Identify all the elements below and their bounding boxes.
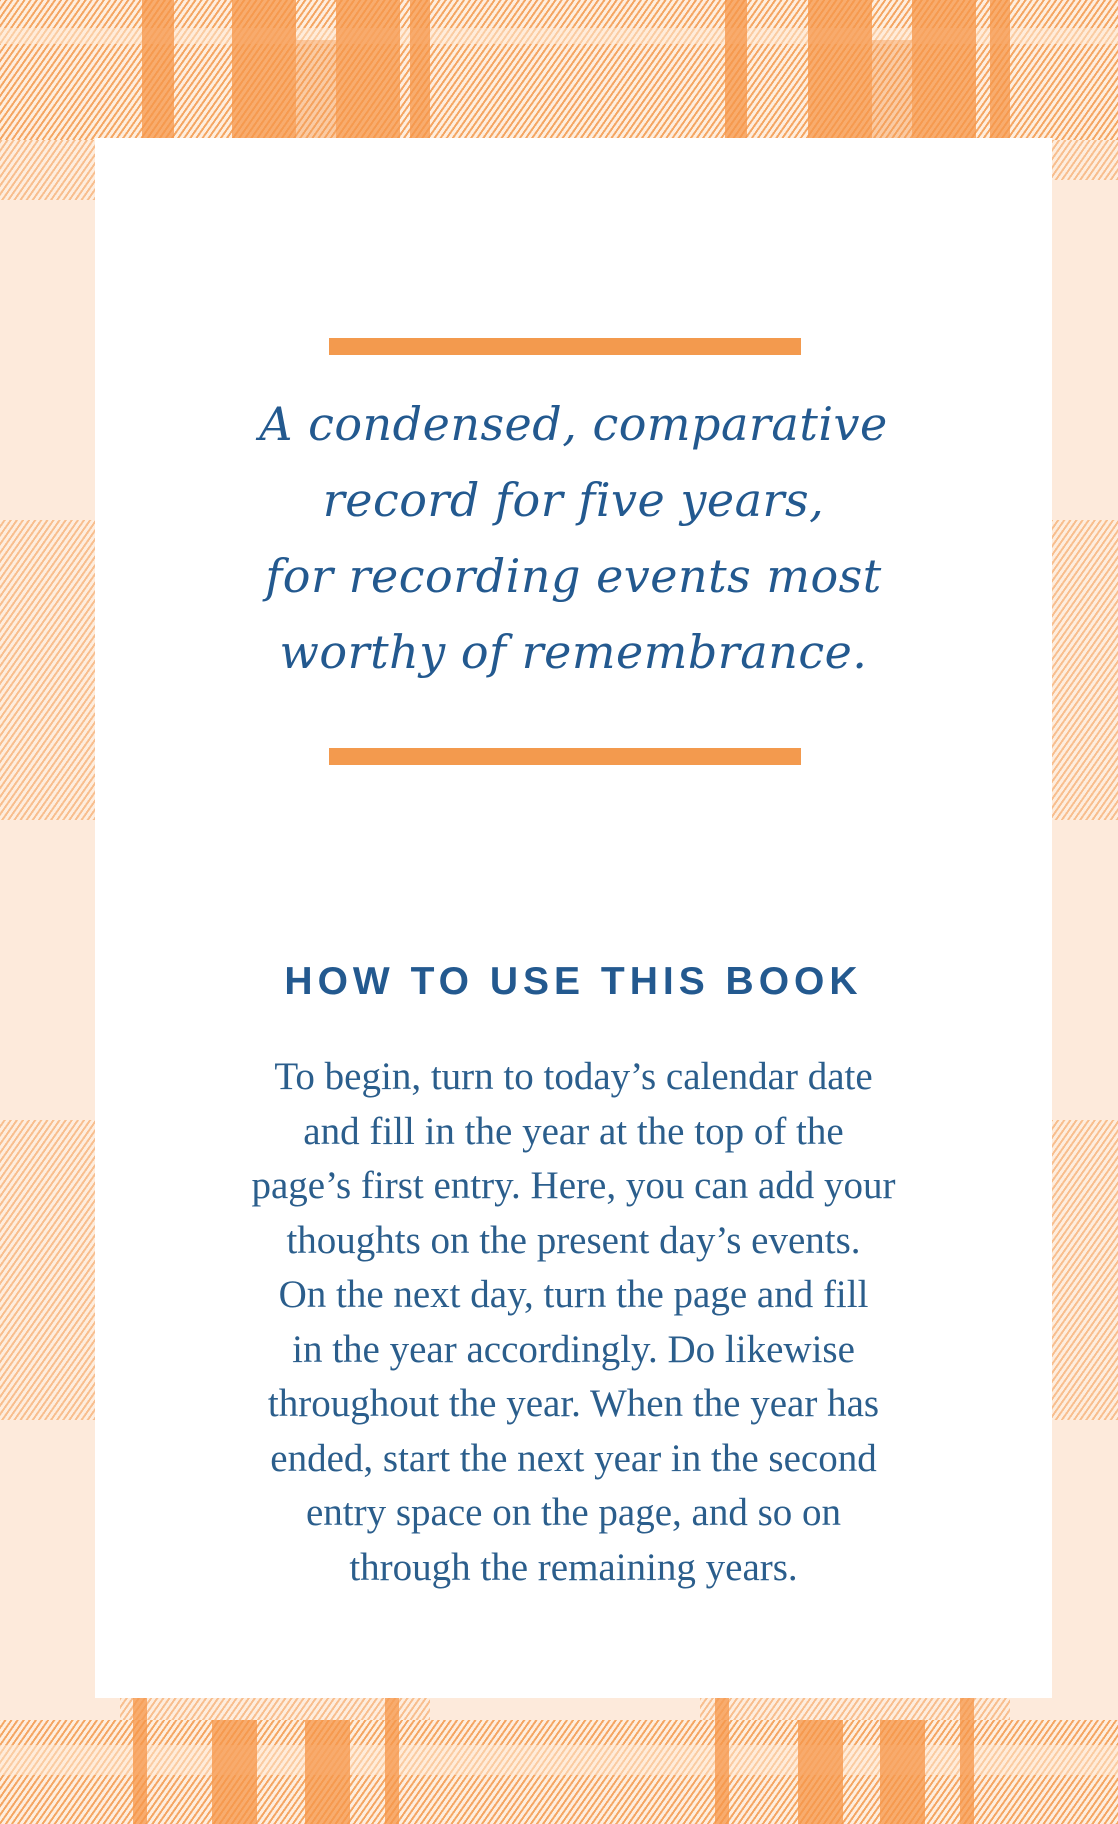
bottom-divider-bar [329, 748, 801, 765]
plaid-right-band [1052, 140, 1118, 180]
plaid-stripe [960, 1698, 974, 1824]
tagline [95, 386, 1052, 690]
tagline-line: worthy of remembrance. [279, 625, 868, 679]
body-line: On the next day, turn the page and fill [278, 1273, 869, 1316]
section-heading: HOW TO USE THIS BOOK [284, 960, 863, 1003]
plaid-stripe [296, 40, 336, 140]
plaid-stripe [385, 1698, 399, 1824]
plaid-stripe [912, 0, 976, 140]
body-line: thoughts on the present day’s events. [286, 1218, 861, 1262]
body-line: To begin, turn to today’s calendar date [274, 1055, 873, 1098]
plaid-stripe [808, 0, 872, 140]
plaid-left-band [0, 1120, 95, 1420]
body-line: and fill in the year at the top of the [303, 1109, 844, 1153]
plaid-stripe [410, 0, 430, 140]
body-line: page’s first entry. Here, you can add your [251, 1164, 896, 1207]
plaid-stripe [872, 40, 912, 140]
plaid-stripe [715, 1698, 729, 1824]
plaid-stripe [305, 1720, 350, 1824]
plaid-stripe [133, 1698, 147, 1824]
plaid-left-band [0, 140, 95, 200]
plaid-stripe [142, 0, 174, 140]
plaid-right-band [1052, 1120, 1118, 1420]
body-line: throughout the year. When the year has [267, 1382, 880, 1425]
plaid-stripe [798, 1720, 843, 1824]
plaid-stripe [990, 0, 1010, 140]
instructions-body [95, 1050, 1052, 1595]
body-line: entry space on the page, and so on [306, 1491, 841, 1534]
tagline-line: A condensed, comparative [259, 397, 888, 451]
content-panel [95, 138, 1052, 1698]
plaid-stripe [725, 0, 747, 140]
plaid-stripe [880, 1720, 925, 1824]
plaid-left-band [0, 520, 95, 820]
tagline-line: record for five years, [322, 473, 825, 527]
plaid-stripe [232, 0, 296, 140]
plaid-right-band [1052, 520, 1118, 820]
body-line: in the year accordingly. Do likewise [292, 1327, 855, 1371]
plaid-stripe [0, 1745, 1118, 1775]
body-line: ended, start the next year in the second [270, 1436, 877, 1480]
plaid-stripe [120, 1698, 430, 1720]
plaid-stripe [212, 1720, 257, 1824]
body-line: through the remaining years. [349, 1545, 798, 1589]
plaid-stripe [336, 0, 400, 140]
tagline-line: for recording events most [265, 549, 882, 603]
top-divider-bar [329, 338, 801, 355]
